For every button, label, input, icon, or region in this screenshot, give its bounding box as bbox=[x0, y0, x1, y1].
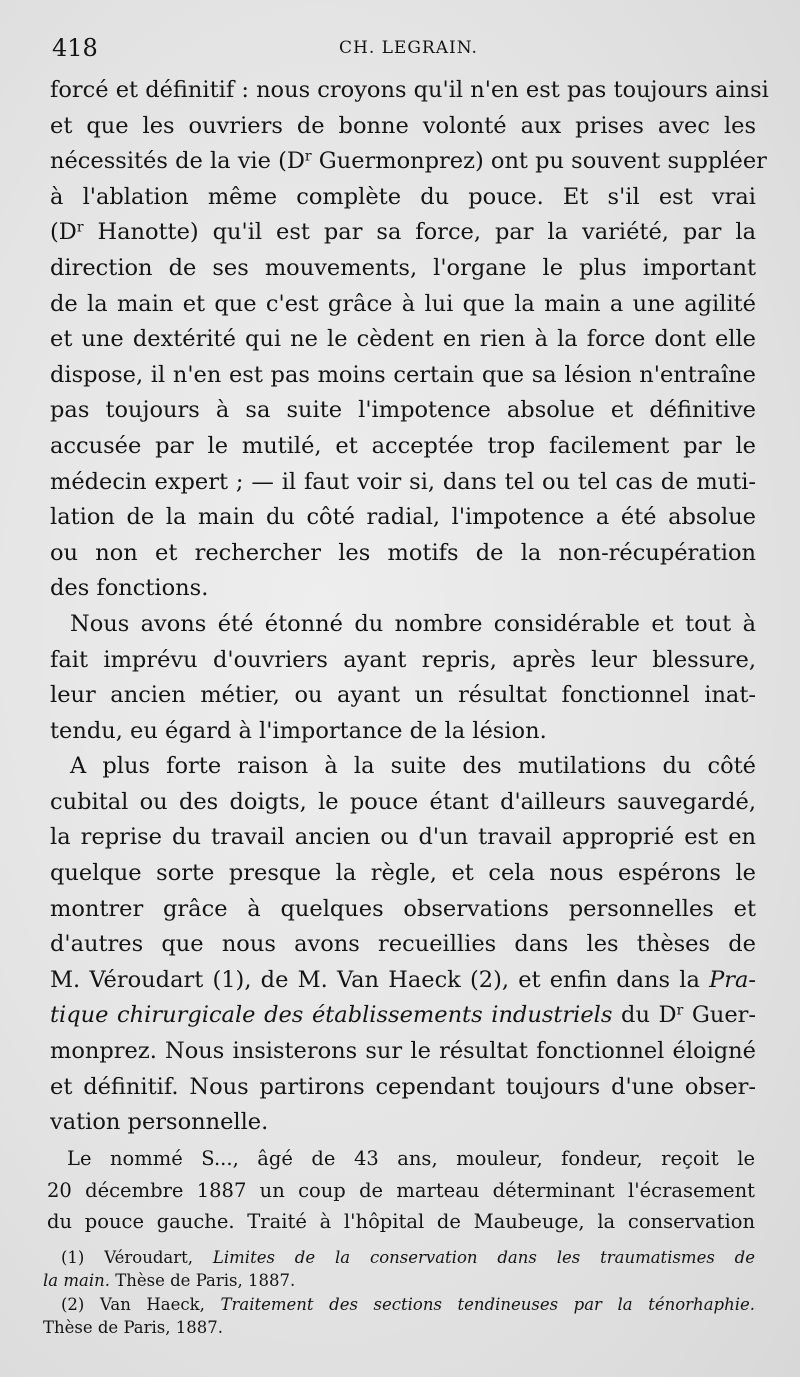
text-line: tique chirurgicale des établissements industriels du $D^r$ Guer- bbox=[50, 1002, 757, 1029]
text-line: Nous avons été étonné du nombre considérable et tout à bbox=[70, 610, 756, 637]
text-line: M. Véroudart (1), de M. Van Haeck (2), et enfin dans la Pra- bbox=[50, 966, 756, 993]
text-line: leur ancien métier, ou ayant un résultat fonctionnel inat- bbox=[50, 682, 756, 709]
footnotes bbox=[43, 1247, 755, 1339]
text-line: tendu, eu égard à l'importance de la lésion. bbox=[50, 717, 547, 744]
page-header bbox=[0, 34, 800, 64]
footnote-author: Van Haeck, bbox=[99, 1295, 205, 1314]
footnote-2 bbox=[43, 1294, 755, 1317]
text-line: de la main et que c'est grâce à lui que la main a une agilité bbox=[50, 290, 756, 317]
observation-line: Le nommé S..., âgé de 43 ans, mouleur, fondeur, reçoit le bbox=[67, 1147, 755, 1170]
page-number: 418 bbox=[52, 34, 98, 62]
text-line: lation de la main du côté radial, l'impotence a été absolue bbox=[50, 504, 756, 531]
footnote-title: Traitement des sections tendineuses par la ténorhaphie. bbox=[220, 1295, 756, 1314]
text-line: accusée par le mutilé, et acceptée trop facilement par le bbox=[50, 432, 756, 459]
text-line: direction de ses mouvements, l'organe le plus important bbox=[50, 254, 756, 281]
text-line: dispose, il n'en est pas moins certain que sa lésion n'entraîne bbox=[50, 361, 756, 388]
footnote-title: Limites de la conservation dans les traumatismes de bbox=[212, 1248, 756, 1267]
footnote-author: Véroudart, bbox=[104, 1248, 194, 1267]
text-line: des fonctions. bbox=[50, 575, 209, 602]
footnote-2-cont bbox=[43, 1317, 755, 1340]
text-line: ($D^r$ Hanotte) qu'il est par sa force, par la variété, par la bbox=[50, 219, 756, 246]
running-head: CH. LEGRAIN. bbox=[339, 38, 478, 58]
text-line: monprez. Nous insisterons sur le résultat fonctionnel éloigné bbox=[50, 1038, 756, 1065]
text-line: médecin expert ; — il faut voir si, dans tel ou tel cas de muti- bbox=[50, 468, 756, 495]
footnote-title: la main. bbox=[43, 1270, 110, 1290]
footnote-rest: Thèse de Paris, 1887. bbox=[115, 1270, 296, 1290]
footnote-1-cont bbox=[43, 1270, 755, 1293]
text-line: et que les ouvriers de bonne volonté aux prises avec les bbox=[50, 112, 756, 139]
text-line: nécessités de la vie ($D^r$ Guermonprez) ont pu souvent suppléer bbox=[50, 148, 767, 175]
text-line: A plus forte raison à la suite des mutilations du côté bbox=[70, 753, 756, 780]
text-line: quelque sorte presque la règle, et cela nous espérons le bbox=[50, 860, 756, 887]
observation-text bbox=[47, 1143, 755, 1238]
text-line: la reprise du travail ancien ou d'un travail approprié est en bbox=[50, 824, 756, 851]
text-line: et définitif. Nous partirons cependant toujours d'une obser- bbox=[50, 1073, 756, 1100]
text-line: forcé et définitif : nous croyons qu'il n'en est pas toujours ainsi bbox=[50, 77, 769, 103]
footnote-marker: (1) bbox=[61, 1248, 85, 1267]
text-line: à l'ablation même complète du pouce. Et s'il est vrai bbox=[50, 183, 756, 210]
text-line: cubital ou des doigts, le pouce étant d'ailleurs sauvegardé, bbox=[50, 788, 756, 815]
observation-line: du pouce gauche. Traité à l'hôpital de Maubeuge, la conservation bbox=[47, 1210, 755, 1233]
footnote-marker: (2) bbox=[61, 1295, 85, 1314]
text-line: d'autres que nous avons recueillies dans les thèses de bbox=[50, 931, 756, 958]
footnote-1 bbox=[43, 1247, 755, 1270]
text-line: pas toujours à sa suite l'impotence absolue et définitive bbox=[50, 397, 756, 424]
text-line: fait imprévu d'ouvriers ayant repris, après leur blessure, bbox=[50, 646, 756, 673]
text-line: vation personnelle. bbox=[50, 1109, 269, 1136]
text-line: et une dextérité qui ne le cèdent en rien à la force dont elle bbox=[50, 326, 756, 353]
main-text bbox=[50, 73, 769, 1141]
text-line: montrer grâce à quelques observations personnelles et bbox=[50, 895, 756, 922]
text-line: ou non et rechercher les motifs de la non-récupération bbox=[50, 539, 756, 566]
observation-line: 20 décembre 1887 un coup de marteau déterminant l'écrasement bbox=[47, 1178, 755, 1202]
footnote-rest: Thèse de Paris, 1887. bbox=[43, 1317, 224, 1337]
